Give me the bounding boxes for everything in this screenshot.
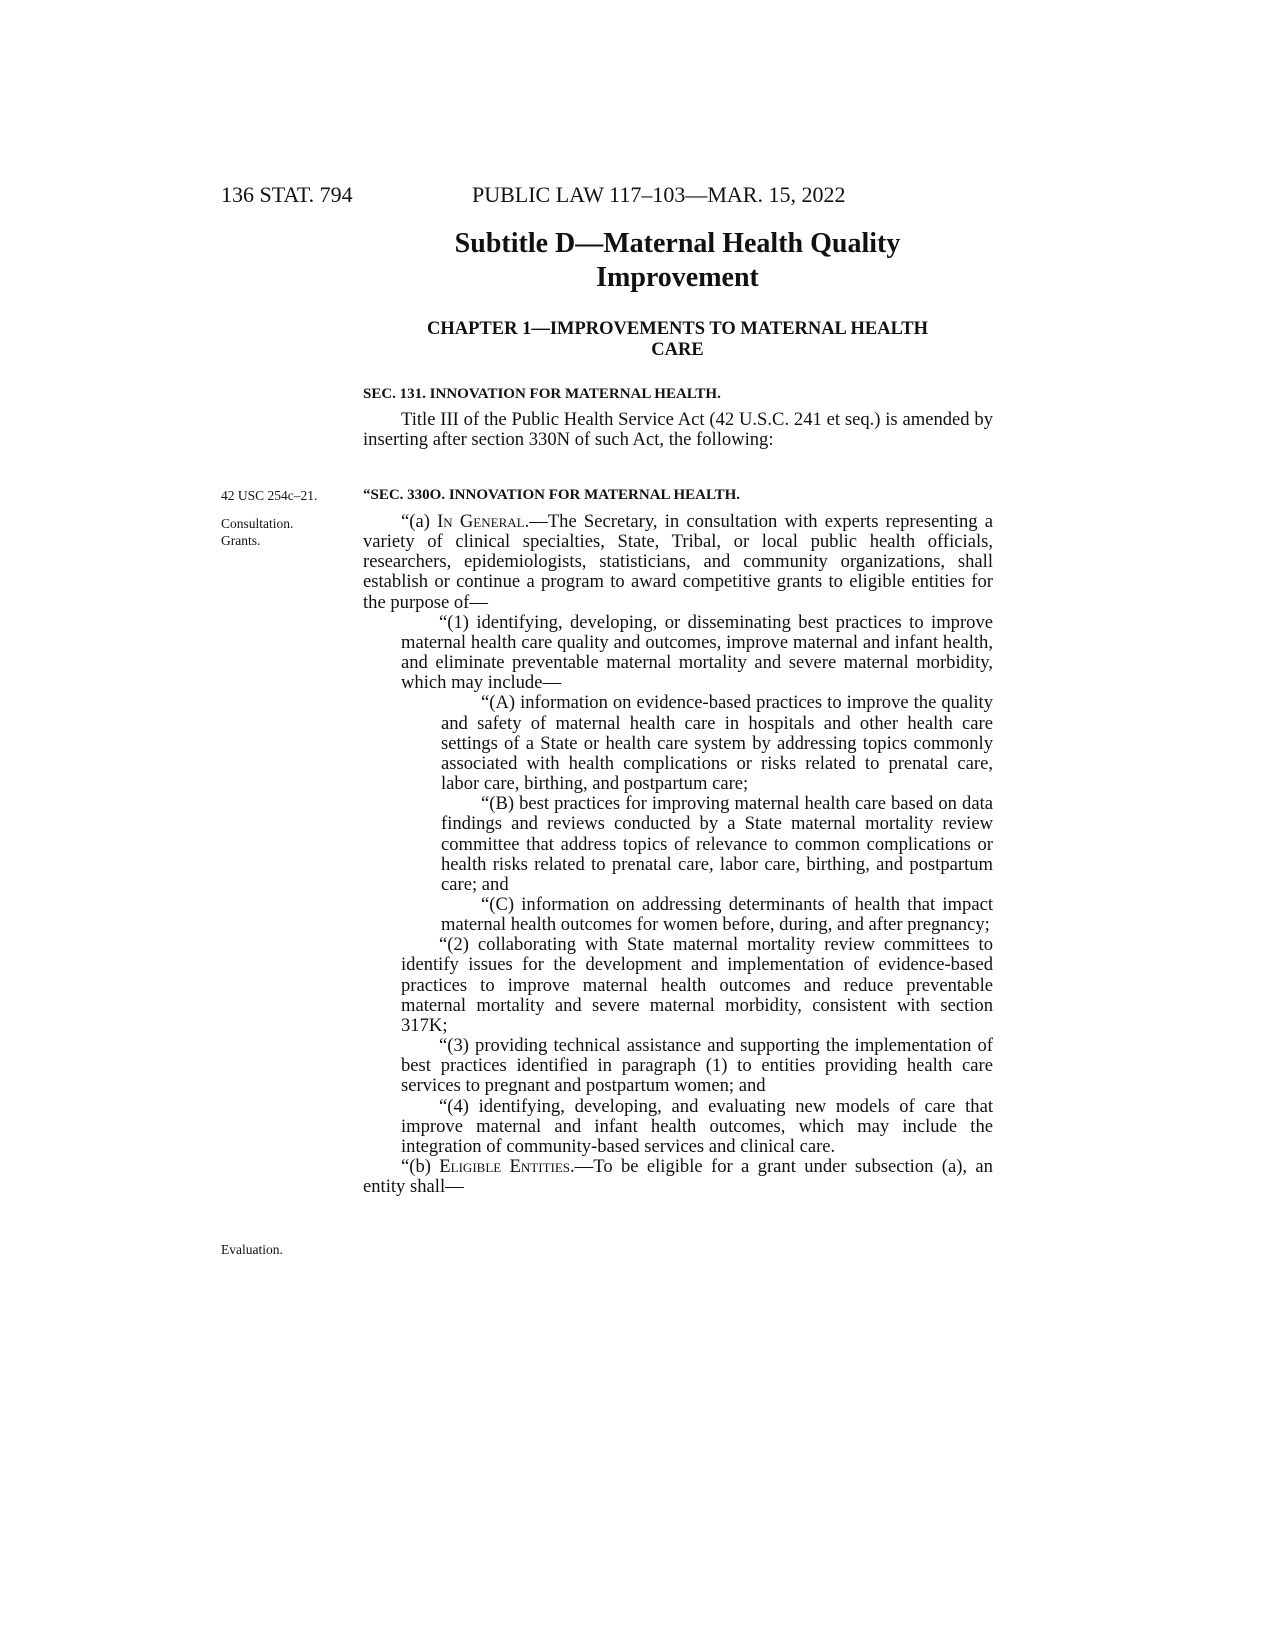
subtitle-line-1: Subtitle D—Maternal Health Quality — [454, 228, 901, 259]
chapter-line-2: CARE — [651, 340, 704, 360]
margin-note-usc: 42 USC 254c–21. — [221, 488, 318, 503]
subsection-b — [363, 1157, 993, 1197]
subparagraph-b: “(B) best practices for improving maternal health care based on data findings and reviews conducted by a State maternal mortality review committee that address topics of relevance to common complications or health risks related to prenatal care, labor care, birthing, and postpartum care; and — [441, 793, 993, 895]
section-330o-heading: “SEC. 330O. INNOVATION FOR MATERNAL HEALTH. — [363, 487, 741, 503]
subsection-a-label: “(a) — [401, 511, 438, 532]
subparagraph-c: “(C) information on addressing determinants of health that impact maternal health outcomes for women before, during, and after pregnancy; — [441, 893, 993, 936]
paragraph-3: “(3) providing technical assistance and supporting the implementation of best practices identified in paragraph (1) to entities providing health care services to pregnant and postpartum women; and — [401, 1035, 993, 1097]
section-131-heading: SEC. 131. INNOVATION FOR MATERNAL HEALTH. — [363, 386, 721, 402]
margin-note-evaluation: Evaluation. — [221, 1242, 283, 1257]
subsection-a — [363, 512, 993, 613]
public-law-header: PUBLIC LAW 117–103—MAR. 15, 2022 — [472, 182, 846, 207]
section-131-intro-block — [363, 410, 993, 450]
paragraph-4: “(4) identifying, developing, and evaluating new models of care that improve maternal and infant health outcomes, which may include the integration of community-based services and clinical care. — [401, 1095, 993, 1157]
paragraph-1: “(1) identifying, developing, or disseminating best practices to improve maternal health care quality and outcomes, improve maternal and infant health, and eliminate preventable maternal mortality and severe maternal morbidity, which may include— — [401, 611, 993, 694]
section-330o-body — [363, 512, 993, 1197]
chapter-heading — [370, 319, 985, 361]
subtitle-heading — [380, 227, 975, 295]
subparagraph-a: “(A) information on evidence-based practices to improve the quality and safety of maternal health care in hospitals and other health care settings of a State or health care system by addressing topics commonly associated with health complications or risks related to prenatal care, labor care, birthing, and postpartum care; — [441, 692, 993, 795]
subsection-a-heading: In General — [437, 511, 525, 532]
subsection-b-text: .—To be eligible for a grant under subsection (a), an entity shall— — [363, 1156, 993, 1198]
subsection-a-text: .—The Secretary, in consultation with experts representing a variety of clinical specialties, State, Tribal, or local public health officials, researchers, epidemiologists, statisticians, and community organizations, shall establish or continue a program to award competitive grants to eligible entities for the purpose of— — [363, 511, 993, 613]
subsection-b-heading: Eligible Entities — [439, 1156, 571, 1177]
margin-note-grants: Grants. — [221, 533, 261, 548]
subsection-b-label: “(b) — [401, 1156, 440, 1177]
chapter-line-1: CHAPTER 1—IMPROVEMENTS TO MATERNAL HEALTH — [427, 319, 928, 339]
stat-reference: 136 STAT. 794 — [221, 182, 353, 207]
margin-note-consultation: Consultation. — [221, 516, 294, 531]
subtitle-line-2: Improvement — [596, 262, 759, 293]
section-131-intro: Title III of the Public Health Service Act (42 U.S.C. 241 et seq.) is amended by inserting after section 330N of such Act, the following: — [363, 409, 993, 451]
paragraph-2: “(2) collaborating with State maternal mortality review committees to identify issues for the development and implementation of evidence-based practices to improve maternal health outcomes and reduce preventable maternal mortality and severe maternal morbidity, consistent with section 317K; — [401, 934, 993, 1036]
